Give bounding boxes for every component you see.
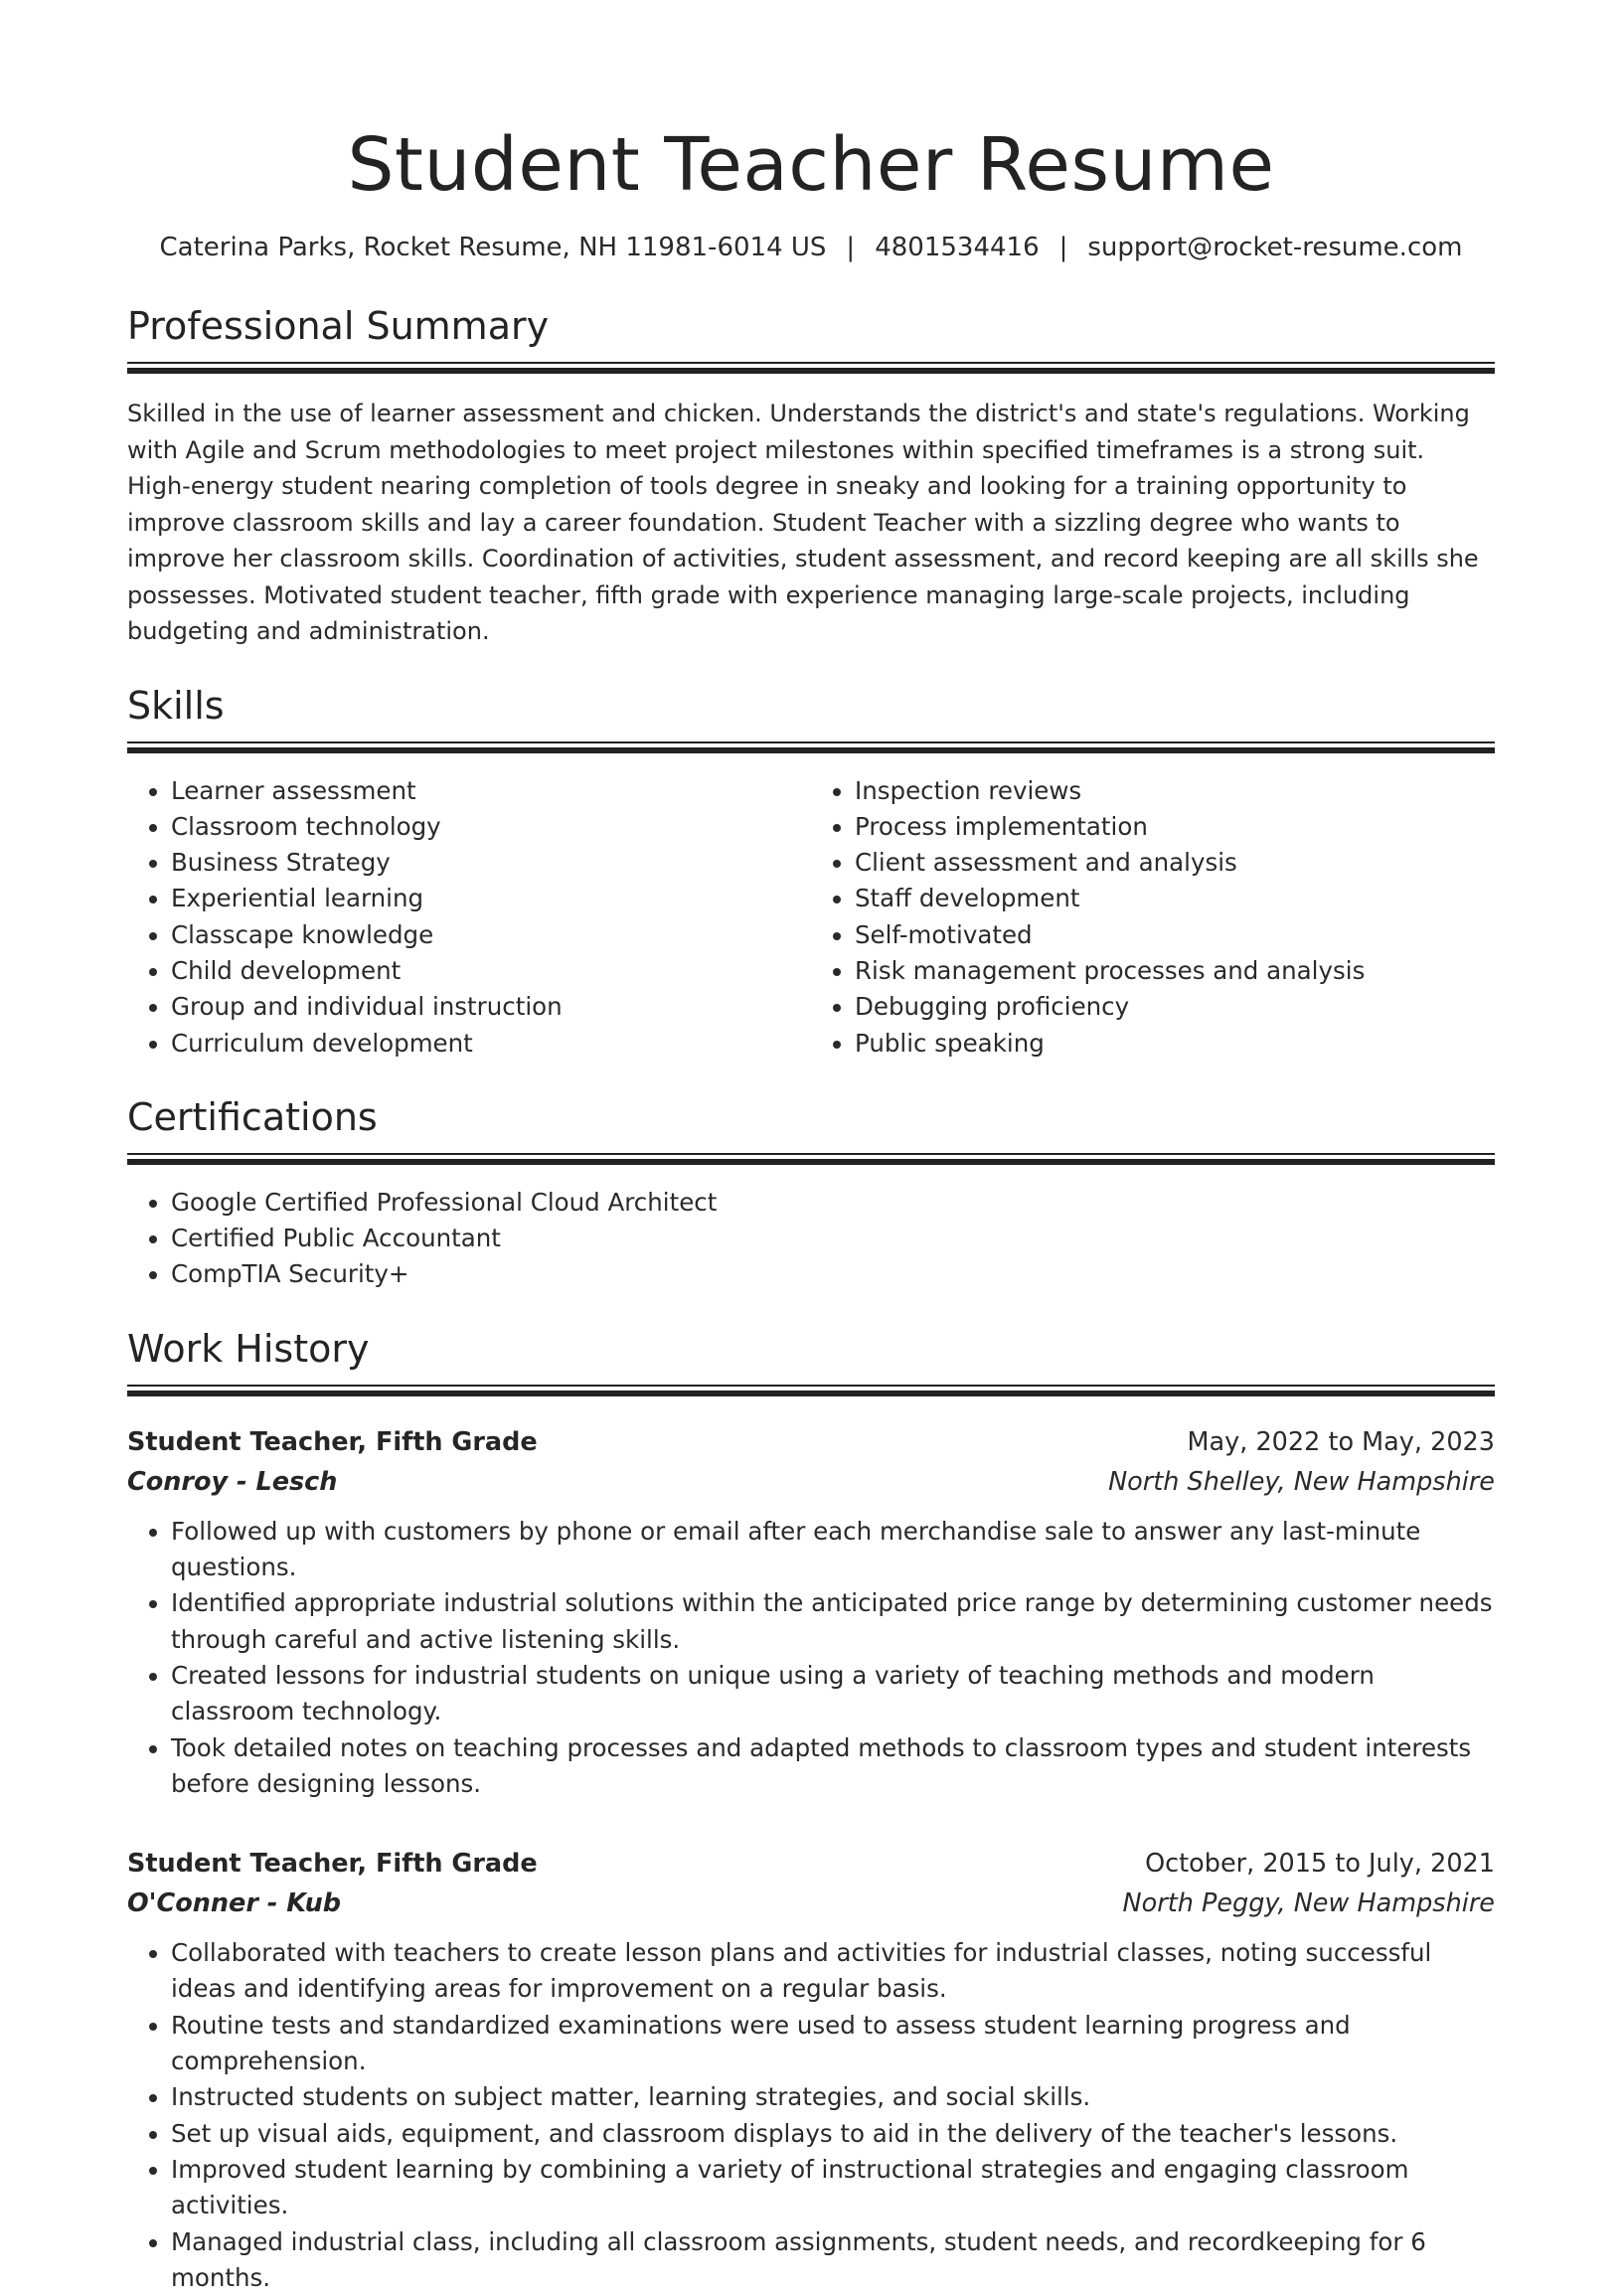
certifications-section	[127, 1093, 1495, 1293]
job-dates: May, 2022 to May, 2023	[1187, 1426, 1495, 1457]
skill-item: • Inspection reviews	[855, 773, 1495, 809]
job-location: North Shelley, New Hampshire	[1108, 1466, 1495, 1497]
work-history-section	[127, 1325, 1495, 2296]
certification-item: • CompTIA Security+	[171, 1256, 1495, 1292]
job-bullet: • Identified appropriate industrial solutions within the anticipated price range by determining customer needs through careful and active listening skills.	[171, 1585, 1495, 1658]
contact-separator: |	[846, 233, 856, 262]
professional-summary-section	[127, 302, 1495, 650]
contact-phone: 4801534416	[875, 233, 1040, 262]
job-dates: October, 2015 to July, 2021	[1145, 1849, 1495, 1880]
skills-grid	[127, 773, 1495, 1062]
skills-list-right	[811, 773, 1495, 1062]
job-entry	[127, 1422, 1495, 1802]
skill-item: • Classcape knowledge	[171, 917, 811, 953]
job-title: Student Teacher, Fifth Grade	[127, 1849, 538, 1880]
skill-item: • Classroom technology	[171, 809, 811, 845]
certification-item: • Certified Public Accountant	[171, 1221, 1495, 1256]
skill-item: • Business Strategy	[171, 845, 811, 881]
job-entry	[127, 1844, 1495, 2296]
job-company: Conroy - Lesch	[127, 1466, 338, 1497]
skill-item: • Experiential learning	[171, 881, 811, 916]
job-bullet: • Routine tests and standardized examinations were used to assess student learning progress and comprehension.	[171, 2008, 1495, 2080]
job-company: O'Conner - Kub	[127, 1888, 342, 1919]
skill-item: • Curriculum development	[171, 1026, 811, 1062]
skill-item: • Risk management processes and analysis	[855, 953, 1495, 989]
skill-item: • Self-motivated	[855, 917, 1495, 953]
skill-item: • Public speaking	[855, 1026, 1495, 1062]
skills-section	[127, 682, 1495, 1062]
section-heading-summary: Professional Summary	[127, 304, 550, 348]
section-heading-skills: Skills	[127, 683, 225, 728]
summary-text: Skilled in the use of learner assessment and chicken. Understands the district's and state's regulations. Working with Agile and Scrum methodologies to meet project milestones within specified timeframes is a strong suit. High-energy student nearing completion of tools degree in sneaky and looking for a training opportunity to improve classroom skills and lay a career foundation. Student Teacher with a sizzling degree who wants to improve her classroom skills. Coordination of activities, student assessment, and record keeping are all skills she possesses. Motivated student teacher, fifth grade with experience managing large-scale projects, including budgeting and administration.	[127, 400, 1479, 645]
section-heading-certifications: Certifications	[127, 1094, 378, 1139]
job-location: North Peggy, New Hampshire	[1122, 1888, 1495, 1919]
job-bullet: • Collaborated with teachers to create lesson plans and activities for industrial classes, noting successful ideas and identifying areas for improvement on a regular basis.	[171, 1935, 1495, 2008]
skill-item: • Group and individual instruction	[171, 989, 811, 1025]
job-bullet: • Created lessons for industrial students on unique using a variety of teaching methods and modern classroom technology.	[171, 1658, 1495, 1730]
job-bullet: • Instructed students on subject matter, learning strategies, and social skills.	[171, 2079, 1495, 2115]
skill-item: • Child development	[171, 953, 811, 989]
skill-item: • Learner assessment	[171, 773, 811, 809]
section-heading-work-history: Work History	[127, 1326, 370, 1371]
job-bullet: • Managed industrial class, including all classroom assignments, student needs, and recordkeeping for 6 months.	[171, 2224, 1495, 2296]
section-divider	[127, 1153, 1495, 1155]
job-bullets	[127, 1514, 1495, 1802]
certifications-list	[127, 1185, 1495, 1293]
job-bullet: • Set up visual aids, equipment, and classroom displays to aid in the delivery of the teacher's lessons.	[171, 2116, 1495, 2152]
job-bullet: • Improved student learning by combining a variety of instructional strategies and engaging classroom activities.	[171, 2152, 1495, 2224]
job-bullet: • Took detailed notes on teaching processes and adapted methods to classroom types and student interests before designing lessons.	[171, 1730, 1495, 1803]
job-bullets	[127, 1935, 1495, 2296]
section-divider	[127, 1385, 1495, 1387]
skill-item: • Process implementation	[855, 809, 1495, 845]
job-bullet: • Followed up with customers by phone or email after each merchandise sale to answer any last-minute questions.	[171, 1514, 1495, 1586]
contact-email: support@rocket-resume.com	[1087, 233, 1463, 262]
contact-separator: |	[1058, 233, 1068, 262]
contact-address: Caterina Parks, Rocket Resume, NH 11981-6014 US	[159, 233, 827, 262]
section-divider	[127, 741, 1495, 743]
skills-list-left	[127, 773, 811, 1062]
job-title: Student Teacher, Fifth Grade	[127, 1426, 538, 1457]
certification-item: • Google Certified Professional Cloud Architect	[171, 1185, 1495, 1221]
resume-title: Student Teacher Resume	[347, 122, 1275, 208]
section-divider	[127, 362, 1495, 364]
skill-item: • Client assessment and analysis	[855, 845, 1495, 881]
skill-item: • Staff development	[855, 881, 1495, 916]
contact-line	[127, 231, 1495, 264]
skill-item: • Debugging proficiency	[855, 989, 1495, 1025]
